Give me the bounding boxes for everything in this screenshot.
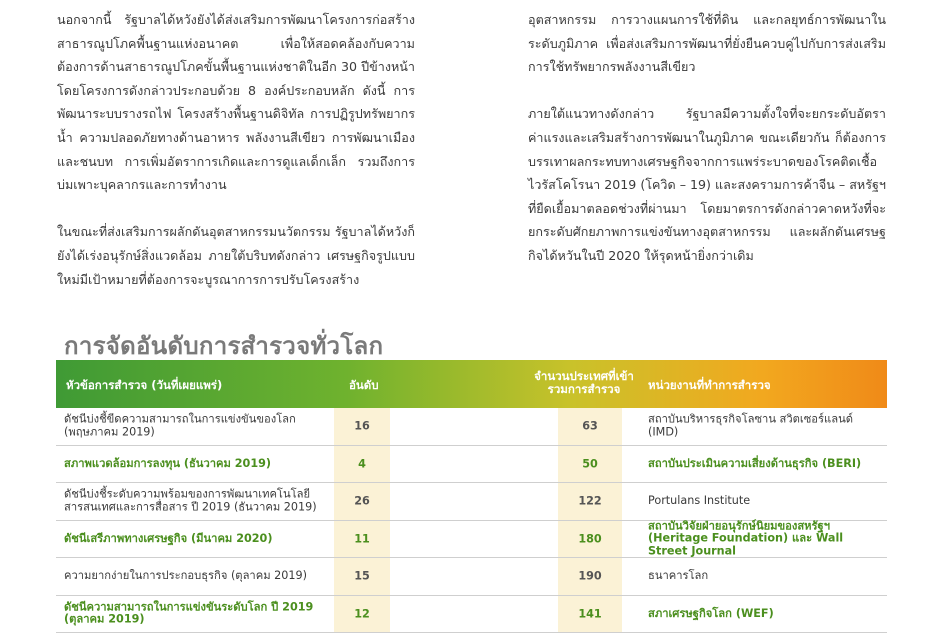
header-topic: หัวข้อการสำรวจ (วันที่เผยแพร่)	[66, 378, 223, 392]
table-row	[56, 596, 887, 634]
section-title: การจัดอันดับการสำรวจทั่วโลก	[64, 332, 384, 360]
table-row	[56, 483, 887, 521]
row-rank: 4	[358, 457, 366, 471]
row-topic: ความยากง่ายในการประกอบธุรกิจ (ตุลาคม 2019)	[64, 569, 307, 582]
row-agency: สถาบันบริหารธุรกิจโลซาน สวิตเซอร์แลนด์ (IMD)	[648, 412, 854, 439]
table-row	[56, 446, 887, 484]
header-country-count: จำนวนประเทศที่เข้ารวมการสำรวจ	[534, 369, 634, 396]
row-country-count: 190	[578, 569, 602, 583]
row-topic: ดัชนีเสรีภาพทางเศรษฐกิจ (มีนาคม 2020)	[64, 531, 273, 545]
paragraph: นอกจากนี้ รัฐบาลได้หวังยังได้ส่งเสริมการพัฒนาโครงการก่อสร้างสาธารณูปโภคพื้นฐานแห่งอนาคต เพื่อให้สอดคล้องกับความต้องการด้านสาธารณูปโภคขั้นพื้นฐานแห่งชาติในอีก 30 ปีข้างหน้า โดยโครงการดังกล่าวประกอบด้วย 8 องค์ประกอบหลัก ดังนี้ การพัฒนาระบบรางรถไฟ โครงสร้างพื้นฐานดิจิทัล การปฏิรูปทรัพยากรน้ำ ความปลอดภัยทางด้านอาหาร พลังงานสีเขียว การพัฒนาเมืองและชนบท การเพิ่มอัตราการเกิดและการดูแลเด็กเล็ก รวมถึงการบ่มเพาะบุคลากรและการทำงาน	[57, 12, 415, 193]
row-rank: 12	[354, 607, 370, 621]
table-row	[56, 558, 887, 596]
row-agency: Portulans Institute	[648, 494, 751, 507]
row-topic: ดัชนีบ่งชี้ระดับความพร้อมของการพัฒนาเทคโนโลยีสารสนเทศและการสื่อสาร ปี 2019 (ธันวาคม 2019)	[64, 487, 317, 514]
row-country-count: 180	[578, 532, 602, 546]
left-text-column	[57, 8, 415, 315]
row-rank: 16	[354, 419, 370, 433]
right-text-column	[528, 8, 886, 291]
row-agency: ธนาคารโลก	[648, 569, 709, 582]
row-country-count: 50	[582, 457, 598, 471]
row-country-count: 122	[578, 494, 602, 508]
row-topic: สภาพแวดล้อมการลงทุน (ธันวาคม 2019)	[64, 456, 272, 470]
header-rank: อันดับ	[349, 378, 379, 392]
row-agency: สถาบันวิจัยฝ่ายอนุรักษ์นิยมของสหรัฐฯ (Heritage Foundation) และ Wall Street Journal	[648, 519, 844, 557]
row-country-count: 63	[582, 419, 598, 433]
table-row	[56, 408, 887, 446]
table-row	[56, 521, 887, 559]
row-agency: สถาบันประเมินความเสี่ยงด้านธุรกิจ (BERI)	[648, 456, 862, 470]
row-rank: 11	[354, 532, 370, 546]
paragraph: อุตสาหกรรม การวางแผนการใช้ที่ดิน และกลยุทธ์การพัฒนาในระดับภูมิภาค เพื่อส่งเสริมการพัฒนาที่ยั่งยืนควบคู่ไปกับการส่งเสริมการใช้ทรัพยากรพลังงานสีเขียว	[528, 12, 886, 75]
row-rank: 15	[354, 569, 370, 583]
row-rank: 26	[354, 494, 370, 508]
row-agency: สภาเศรษฐกิจโลก (WEF)	[648, 606, 774, 620]
header-agency: หน่วยงานที่ทำการสำรวจ	[648, 378, 771, 392]
row-topic: ดัชนีความสามารถในการแข่งขันระดับโลก ปี 2019 (ตุลาคม 2019)	[64, 600, 314, 626]
row-country-count: 141	[578, 607, 602, 621]
row-topic: ดัชนีบ่งชี้ขีดความสามารถในการแข่งขันของโลก (พฤษภาคม 2019)	[64, 412, 296, 439]
paragraph: ภายใต้แนวทางดังกล่าว รัฐบาลมีความตั้งใจที่จะยกระดับอัตราค่าแรงและเสริมสร้างการพัฒนาในภูมิภาค ขณะเดียวกัน ก็ต้องการบรรเทาผลกระทบทางเศรษฐกิจจากการแพร่ระบาดของโรคติดเชื้อไวรัสโคโรนา 2019 (โควิด – 19) และสงครามการค้าจีน – สหรัฐฯ ที่ยืดเยื้อมาตลอดช่วงที่ผ่านมา โดยมาตรการดังกล่าวคาดหวังที่จะยกระดับศักยภาพการแข่งขันทางอุตสาหกรรม และผลักดันเศรษฐกิจได้หวันในปี 2020 ให้รุดหน้ายิ่งกว่าเดิม	[528, 106, 886, 263]
ranking-table	[56, 360, 887, 633]
table-header	[56, 360, 887, 408]
paragraph: ในขณะที่ส่งเสริมการผลักดันอุตสาหกรรมนวัตกรรม รัฐบาลได้หวังก็ยังได้เร่งอนุรักษ์สิ่งแวดล้อม ภายใต้บริบทดังกล่าว เศรษฐกิจรูปแบบใหม่มีเป้าหมายที่ต้องการจะบูรณาการการปรับโครงสร้าง	[57, 224, 415, 287]
